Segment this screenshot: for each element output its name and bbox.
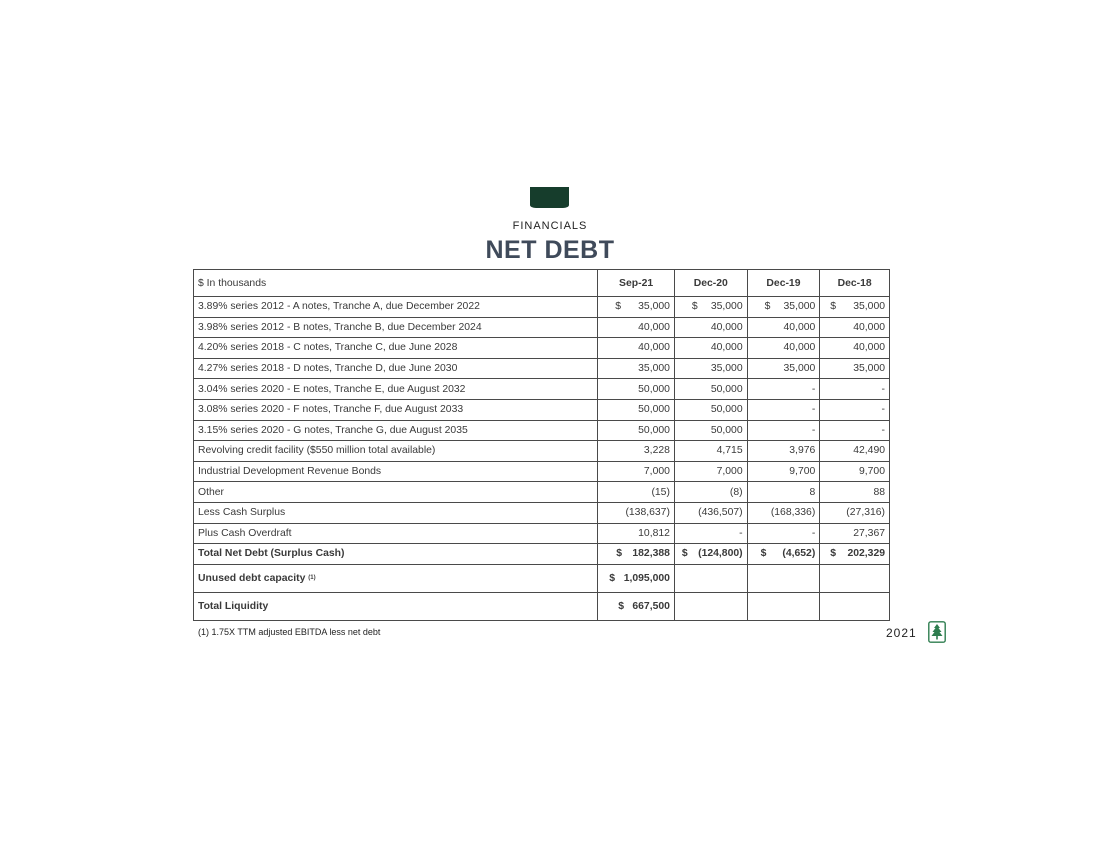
table-cell: 40,000 [674, 338, 747, 359]
table-cell: 35,000 [674, 358, 747, 379]
table-row [194, 482, 890, 503]
table-cell: 40,000 [674, 317, 747, 338]
table-cell: 40,000 [598, 338, 675, 359]
row-label: Revolving credit facility ($550 million total available) [194, 441, 598, 462]
currency-symbol: $ [830, 301, 837, 313]
currency-symbol: $ [618, 600, 625, 612]
tree-icon [928, 621, 946, 643]
row-label: Other [194, 482, 598, 503]
row-label: 4.27% series 2018 - D notes, Tranche D, due June 2030 [194, 358, 598, 379]
cell-value: 35,000 [853, 301, 885, 313]
currency-symbol: $ [691, 301, 698, 313]
column-header: Dec-18 [820, 270, 890, 297]
table-cell: 40,000 [747, 317, 820, 338]
row-label: 3.89% series 2012 - A notes, Tranche A, due December 2022 [194, 297, 598, 318]
row-label: 3.04% series 2020 - E notes, Tranche E, due August 2032 [194, 379, 598, 400]
table-cell: - [820, 399, 890, 420]
table-cell: 35,000 [747, 358, 820, 379]
table-cell: - [747, 420, 820, 441]
table-cell: (15) [598, 482, 675, 503]
table-cell: 35,000 [598, 358, 675, 379]
currency-symbol: $ [830, 548, 837, 560]
table-row [194, 420, 890, 441]
table-cell: 50,000 [598, 420, 675, 441]
table-cell [747, 297, 820, 318]
table-cell: 9,700 [747, 461, 820, 482]
row-label: Plus Cash Overdraft [194, 523, 598, 544]
currency-symbol: $ [760, 548, 767, 560]
table-cell: 40,000 [598, 317, 675, 338]
empty-cell [747, 592, 820, 620]
table-row [194, 399, 890, 420]
table-cell: 3,228 [598, 441, 675, 462]
currency-symbol: $ [616, 548, 623, 560]
column-header: Sep-21 [598, 270, 675, 297]
table-cell [674, 297, 747, 318]
cell-value: 1,095,000 [623, 572, 670, 584]
cell-value: 182,388 [632, 548, 670, 560]
table-cell: 7,000 [674, 461, 747, 482]
currency-symbol: $ [681, 548, 688, 560]
unused-label: Unused debt capacity [198, 572, 306, 584]
table-row [194, 502, 890, 523]
page-title: NET DEBT [485, 236, 615, 264]
row-label: 3.15% series 2020 - G notes, Tranche G, due August 2035 [194, 420, 598, 441]
table-cell: 50,000 [598, 379, 675, 400]
table-cell [598, 592, 675, 620]
table-cell: - [820, 420, 890, 441]
row-label [194, 564, 598, 592]
table-cell [747, 544, 820, 565]
row-label: 3.98% series 2012 - B notes, Tranche B, due December 2024 [194, 317, 598, 338]
column-header: Dec-20 [674, 270, 747, 297]
table-cell: - [747, 399, 820, 420]
table-cell: 50,000 [598, 399, 675, 420]
cell-value: 35,000 [638, 301, 670, 313]
table-row [194, 358, 890, 379]
row-label: 3.08% series 2020 - F notes, Tranche F, due August 2033 [194, 399, 598, 420]
footnote: (1) 1.75X TTM adjusted EBITDA less net debt [198, 627, 381, 637]
total-liquidity-row [194, 592, 890, 620]
section-eyebrow: FINANCIALS [512, 220, 588, 232]
cell-value: (4,652) [782, 548, 816, 560]
table-row [194, 523, 890, 544]
table-row [194, 297, 890, 318]
table-row [194, 317, 890, 338]
total-row [194, 544, 890, 565]
table-cell [598, 564, 675, 592]
table-cell: 40,000 [820, 338, 890, 359]
table-cell: (168,336) [747, 502, 820, 523]
table-cell: 50,000 [674, 399, 747, 420]
cell-value: 202,329 [847, 548, 885, 560]
cell-value: 35,000 [710, 301, 743, 313]
table-cell: (138,637) [598, 502, 675, 523]
table-cell [674, 544, 747, 565]
table-cell [820, 297, 890, 318]
table-cell: 7,000 [598, 461, 675, 482]
table-cell: (8) [674, 482, 747, 503]
row-label: Total Liquidity [194, 592, 598, 620]
table-cell [598, 544, 675, 565]
unit-label: $ In thousands [194, 270, 598, 297]
table-cell: 4,715 [674, 441, 747, 462]
table-cell: - [820, 379, 890, 400]
currency-symbol: $ [615, 301, 622, 313]
table-cell: (27,316) [820, 502, 890, 523]
row-label: Total Net Debt (Surplus Cash) [194, 544, 598, 565]
table-row [194, 441, 890, 462]
table-cell: 10,812 [598, 523, 675, 544]
empty-cell [820, 592, 890, 620]
currency-symbol: $ [609, 572, 616, 584]
table-cell: 50,000 [674, 420, 747, 441]
table-cell: 3,976 [747, 441, 820, 462]
column-header: Dec-19 [747, 270, 820, 297]
table-cell: - [747, 523, 820, 544]
row-label: Less Cash Surplus [194, 502, 598, 523]
table-cell: 8 [747, 482, 820, 503]
cell-value: 667,500 [632, 600, 670, 612]
table-row [194, 461, 890, 482]
footnote-marker: (1) [308, 574, 316, 581]
unused-capacity-row [194, 564, 890, 592]
row-label: Industrial Development Revenue Bonds [194, 461, 598, 482]
table-header-row [194, 270, 890, 297]
table-cell: 27,367 [820, 523, 890, 544]
table-row [194, 338, 890, 359]
year-label: 2021 [886, 626, 917, 640]
table-cell [820, 544, 890, 565]
table-cell: 40,000 [820, 317, 890, 338]
cell-value: 35,000 [783, 301, 816, 313]
empty-cell [747, 564, 820, 592]
header-tab-decoration [530, 187, 569, 208]
table-row [194, 379, 890, 400]
table-cell: 42,490 [820, 441, 890, 462]
cell-value: (124,800) [698, 548, 743, 560]
table-cell: - [674, 523, 747, 544]
currency-symbol: $ [764, 301, 771, 313]
net-debt-table [193, 269, 890, 621]
empty-cell [820, 564, 890, 592]
empty-cell [674, 592, 747, 620]
table-cell: 88 [820, 482, 890, 503]
table-cell: - [747, 379, 820, 400]
table-cell [598, 297, 675, 318]
table-cell: 35,000 [820, 358, 890, 379]
table-cell: 9,700 [820, 461, 890, 482]
table-cell: 50,000 [674, 379, 747, 400]
row-label: 4.20% series 2018 - C notes, Tranche C, due June 2028 [194, 338, 598, 359]
empty-cell [674, 564, 747, 592]
table-cell: (436,507) [674, 502, 747, 523]
table-cell: 40,000 [747, 338, 820, 359]
